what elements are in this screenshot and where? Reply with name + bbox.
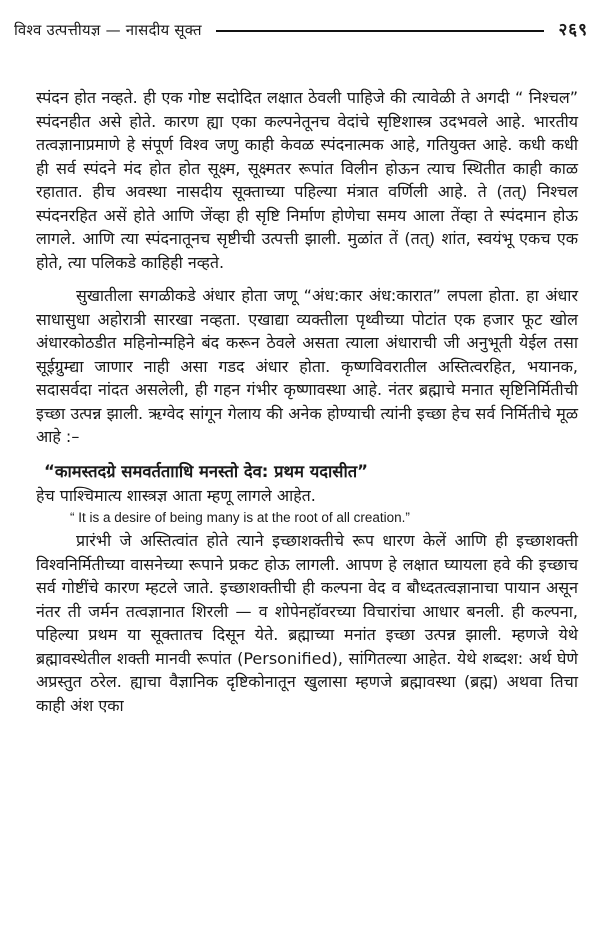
paragraph-gap bbox=[36, 449, 578, 459]
paragraph-western-scientists: हेच पाश्चिमात्य शास्त्रज्ञ आता म्हणू लागले आहेत. bbox=[36, 485, 316, 505]
paragraph-will-power: प्रारंभी जे अस्तित्वांत होते त्याने इच्छाशक्तीचे रूप धारण केलें आणि ही इच्छाशक्ती विश्वनिर्मितीच्या वासनेच्या रूपाने प्रकट होऊ लागली. आपण हे लक्षात घ्यायला हवे की इच्छाच सर्व गोष्टींचे कारण म्हटले जाते. इच्छाशक्तीची ही कल्पना वेद व बौध्दतत्वज्ञानाचा पायान असून नंतर ती जर्मन तत्वज्ञानात शिरली — व शोपेनहॉवरच्या विचारांचा आधार बनली. ही कल्पना, पहिल्या प्रथम या सूक्तातच दिसून येते. ब्रह्माच्या मनांत इच्छा उत्पन्न झाली. म्हणजे येथे ब्रह्मावस्थेतील शक्ती मानवी रूपांत (Personified), सांगितल्या आहेत. येथे शब्दश: अर्थ घेणे अप्रस्तुत ठरेल. ह्याचा वैज्ञानिक दृष्टिकोनातून खुलासा म्हणजे ब्रह्मावस्था (ब्रह्म) अथवा तिचा काही अंश एका bbox=[36, 531, 578, 715]
sanskrit-verse: “कामस्तदग्रे समवर्ततााधि मनस्तो देव: प्रथम यदासीत” bbox=[44, 461, 368, 481]
paragraph-continuation: स्पंदन होत नव्हते. ही एक गोष्ट सदोदित लक्षात ठेवली पाहिजे की त्यावेळी ते अगदी “ निश्चल” स्पंदनहीत असे होते. कारण ह्या एका कल्पनेतूनच वेदांचे सृष्टिशास्त्र उदभवले आहे. भारतीय तत्वज्ञानाप्रमाणे हे संपूर्ण विश्व जणु काही केवळ स्पंदनात्मक आहे, गतियुक्त आहे. कधी कधी ही सर्व स्पंदने मंद होत होत सूक्ष्म, सूक्ष्मतर रूपांत विलीन होऊन त्याच स्थितीत काही काळ रहातात. हीच अवस्था नासदीय सूक्ताच्या पहिल्या मंत्रात वर्णिली आहे. ते (तत्) निश्चल स्पंदनरहित असें होते आणि जेंव्हा ही सृष्टि निर्माण होणेचा समय आला तेंव्हा ते स्पंदमान होऊ लागले. आणि त्या स्पंदनातूनच सृष्टीची उत्पत्ती झाली. मुळांत तें (तत्) शांत, स्वयंभू एकच एक होते, त्या पलिकडे काहिही नव्हते. bbox=[36, 88, 578, 272]
paragraph-darkness: सुखातीला सगळीकडे अंधार होता जणू “अंध:कार अंध:कारात” लपला होता. हा अंधार साधासुधा अहोरात्री सारखा नव्हता. एखाद्या व्यक्तीला पृथ्वीच्या पोटांत एक हजार फूट खोल अंधारकोठडीत महिनोन्महिने बंद करून ठेवले असता त्याला अंधाराची जी अनुभूती येईल तसा सूईग्रुम्द्या जाणार नाही असा गडद अंधार होता. कृष्णविवरातील अस्तित्वरहित, भयानक, सदासर्वदा नांदत असलेली, ही गहन गंभीर कृष्णावस्था आहे. नंतर ब्रह्माचे मनात सृष्टिनिर्मितीची इच्छा उत्पन्न झाली. ऋग्वेद सांगून गेलाय की अनेक होण्याची त्यांनी इच्छा हेच सर्व निर्मितीचे मूळ आहे :– bbox=[36, 286, 578, 446]
running-title: विश्व उत्पत्तीयज्ञ — नासदीय सूक्त bbox=[14, 21, 202, 39]
page-number: २६९ bbox=[558, 20, 588, 40]
page-header bbox=[14, 6, 588, 40]
english-quote: “ It is a desire of being many is at the root of all creation.” bbox=[70, 510, 410, 525]
header-rule bbox=[216, 30, 545, 32]
page-body bbox=[36, 86, 578, 717]
paragraph-gap bbox=[36, 274, 578, 284]
